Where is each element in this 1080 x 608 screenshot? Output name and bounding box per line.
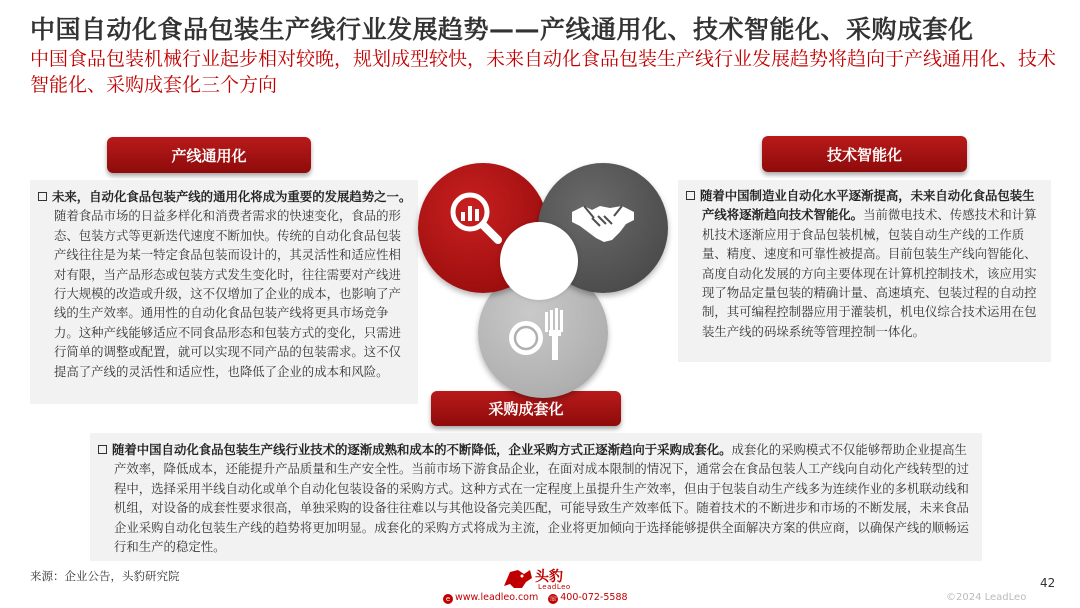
footer-contact [443, 592, 628, 604]
source-note: 来源：企业公告，头豹研究院 [30, 569, 180, 583]
page-number: 42 [1040, 576, 1056, 590]
globe-icon: e [443, 594, 453, 604]
logo-subtitle: LeadLeo [538, 583, 571, 591]
center-circle [500, 222, 578, 300]
handshake-icon [570, 200, 636, 246]
website-text: www.leadleo.com [455, 592, 539, 603]
section-label-procurement: 采购成套化 [431, 391, 621, 426]
page-subtitle: 中国食品包装机械行业起步相对较晚，规划成型较快，未来自动化食品包装生产线行业发展趋势将趋向于产线通用化、技术智能化、采购成套化三个方向 [30, 48, 1057, 96]
intelligence-paragraph [686, 186, 1045, 341]
procurement-text-box [90, 433, 982, 561]
generalization-text-box [30, 180, 418, 404]
generalization-paragraph [38, 187, 412, 381]
checkbox-bullet-icon [38, 192, 47, 201]
intelligence-text-box [678, 180, 1051, 362]
procurement-lead: 随着中国自动化食品包装生产线行业技术的逐渐成熟和成本的不断降低，企业采购方式正逐渐趋向于采购成套化。 [112, 442, 732, 457]
generalization-body: 随着食品市场的日益多样化和消费者需求的快速变化，食品的形态、包装方式等更新迭代速度不断加快。传统的自动化食品包装产线往往是为某一特定食品包装而设计的，其灵活性和适应性相对有限，当产品形态或包装方式发生变化时，往往需要对产线进行大规模的改造或升级，这不仅增加了企业的成本，也影响了产线的生产效率。通用性的自动化食品包装产线将更具市场竞争力。这种产线能够适应不同食品形态和包装方式的变化，只需进行简单的调整或配置，就可以实现不同产品的包装需求。这不仅提高了产线的灵活性和适应性，也降低了企业的成本和风险。 [54, 208, 401, 379]
procurement-body: 成套化的采购模式不仅能够帮助企业提高生产效率，降低成本，还能提升产品质量和生产安全性。当前市场下游食品企业，在面对成本限制的情况下，通常会在食品包装人工产线向自动化产线转型的过程中，选择采用半线自动化或单个自动化包装设备的采购方式。这种方式在一定程度上虽提升生产效率，但由于包装自动生产线多为连续作业的多机联动线和机组，对设备的成套性要求很高，单独采购的设备往往难以与其他设备完美匹配，可能导致生产效率低下。随着技术的不断进步和市场的不断发展，未来食品企业采购自动化包装生产线的趋势将更加明显。成套化的采购方式将成为主流，企业将更加倾向于选择能够提供全面解决方案的供应商，以确保产线的顺畅运行和生产的稳定性。 [114, 442, 969, 555]
tableware-icon [506, 306, 572, 362]
magnifier-chart-icon [446, 188, 508, 250]
intelligence-lead: 随着中国制造业自动化水平逐渐提高，未来自动化食品包装生产线将逐渐趋向技术智能化。 [700, 188, 1035, 223]
procurement-paragraph [98, 440, 976, 556]
generalization-lead: 未来，自动化食品包装产线的通用化将成为重要的发展趋势之一。 [52, 189, 412, 204]
copyright: ©2024 LeadLeo [946, 592, 1027, 603]
checkbox-bullet-icon [686, 191, 695, 200]
phone-text: 400-072-5588 [560, 592, 628, 603]
phone-number [548, 592, 627, 604]
logo-wordmark: 头豹 [535, 569, 563, 585]
page-title: 中国自动化食品包装生产线行业发展趋势——产线通用化、技术智能化、采购成套化 [30, 15, 974, 44]
intelligence-body: 当前微电技术、传感技术和计算机技术逐渐应用于食品包装机械，包装自动生产线的工作质量、精度、速度和可靠性被提高。目前包装生产线向智能化、高度自动化发展的方向主要体现在计算机控制技术，该应用实现了物品定量包装的精确计量、高速填充、包装过程的自动控制，其可编程控制器应用于灌装机，机电仪综合技术运用在包装生产线的码垛系统等管理控制一体化。 [702, 207, 1037, 339]
section-label-generalization: 产线通用化 [107, 137, 311, 173]
section-label-intelligence: 技术智能化 [762, 136, 967, 172]
phone-icon: ☏ [548, 595, 558, 603]
checkbox-bullet-icon [98, 445, 107, 454]
website-link[interactable] [443, 592, 538, 604]
